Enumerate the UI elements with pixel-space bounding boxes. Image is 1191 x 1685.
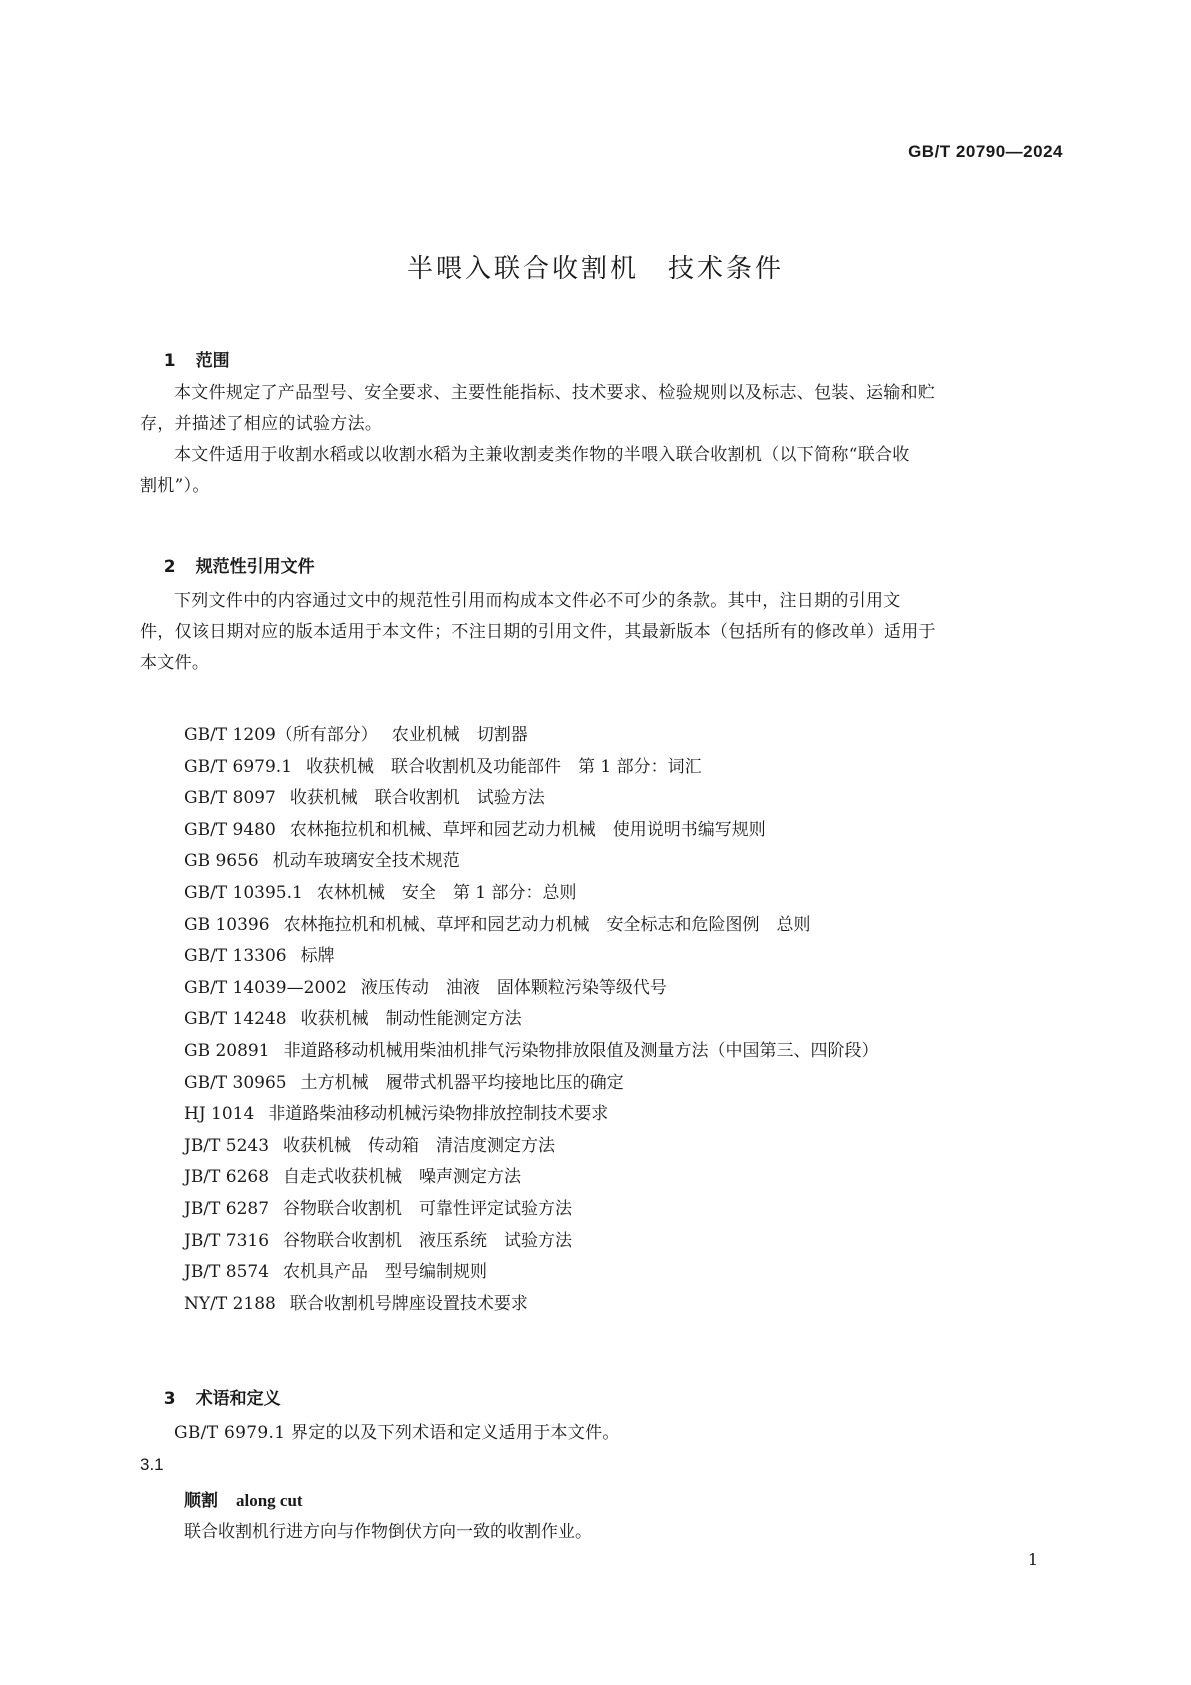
reference-title: 农机具产品 型号编制规则 xyxy=(283,1262,488,1283)
reference-item xyxy=(184,878,879,910)
reference-item xyxy=(184,815,879,847)
reference-title: 非道路移动机械用柴油机排气污染物排放限值及测量方法（中国第三、四阶段） xyxy=(283,1040,879,1061)
standard-number: GB/T 20790—2024 xyxy=(908,142,1063,161)
refs-intro-line1: 下列文件中的内容通过文中的规范性引用而构成本文件必不可少的条款。其中，注日期的引用文 xyxy=(174,591,901,611)
terms-intro: GB/T 6979.1 界定的以及下列术语和定义适用于本文件。 xyxy=(174,1423,620,1443)
reference-item xyxy=(184,846,879,878)
reference-title: 农业机械 切割器 xyxy=(391,725,528,745)
page-number: 1 xyxy=(1027,1550,1038,1569)
reference-item xyxy=(184,1194,879,1226)
reference-title: 液压传动 油液 固体颗粒污染等级代号 xyxy=(360,977,667,998)
reference-item xyxy=(184,1226,879,1258)
reference-code: GB/T 14248 xyxy=(184,1009,287,1030)
reference-title: 标牌 xyxy=(300,946,335,967)
reference-item xyxy=(184,783,879,815)
reference-title: 土方机械 履带式机器平均接地比压的确定 xyxy=(300,1072,624,1093)
section-1-number: 1 xyxy=(163,351,176,371)
reference-code: GB/T 13306 xyxy=(184,946,287,967)
reference-title: 谷物联合收割机 可靠性评定试验方法 xyxy=(283,1198,573,1219)
refs-intro-line2: 件，仅该日期对应的版本适用于本文件；不注日期的引用文件，其最新版本（包括所有的修改单）适用于 xyxy=(140,622,936,642)
reference-title: 收获机械 联合收割机及功能部件 第 1 部分：词汇 xyxy=(306,756,702,777)
reference-item xyxy=(184,1099,879,1131)
reference-code: GB 20891 xyxy=(184,1040,270,1061)
term-entry xyxy=(184,1486,303,1511)
reference-title: 农林拖拉机和机械、草坪和园艺动力机械 使用说明书编写规则 xyxy=(289,819,766,840)
reference-item xyxy=(184,1036,879,1068)
normative-reference-list xyxy=(184,720,879,1320)
reference-code: GB/T 1209（所有部分） xyxy=(184,725,378,745)
reference-item xyxy=(184,1004,879,1036)
reference-item xyxy=(184,1131,879,1163)
document-title: 半喂入联合收割机 技术条件 xyxy=(406,254,784,284)
reference-item xyxy=(184,941,879,973)
scope-p2-line1: 本文件适用于收割水稻或以收割水稻为主兼收割麦类作物的半喂入联合收割机（以下简称“联合收 xyxy=(174,445,910,465)
reference-title: 农林拖拉机和机械、草坪和园艺动力机械 安全标志和危险图例 总则 xyxy=(283,914,811,935)
reference-item xyxy=(184,910,879,942)
section-2-title: 规范性引用文件 xyxy=(195,557,315,577)
refs-intro-line3: 本文件。 xyxy=(140,653,210,673)
reference-item xyxy=(184,1289,879,1321)
reference-item xyxy=(184,973,879,1005)
reference-title: 非道路柴油移动机械污染物排放控制技术要求 xyxy=(268,1104,609,1125)
reference-title: 自走式收获机械 噪声测定方法 xyxy=(283,1167,522,1188)
section-3-title: 术语和定义 xyxy=(195,1389,281,1409)
reference-code: NY/T 2188 xyxy=(184,1293,276,1314)
reference-code: JB/T 8574 xyxy=(184,1262,270,1283)
reference-title: 农林机械 安全 第 1 部分：总则 xyxy=(316,882,577,903)
reference-title: 机动车玻璃安全技术规范 xyxy=(272,851,460,872)
reference-code: JB/T 6287 xyxy=(184,1198,270,1219)
term-english: along cut xyxy=(236,1491,303,1510)
reference-title: 收获机械 联合收割机 试验方法 xyxy=(289,788,545,809)
reference-title: 收获机械 传动箱 清洁度测定方法 xyxy=(283,1135,556,1156)
normative-refs-intro xyxy=(140,586,1048,679)
scope-p1-line2: 存，并描述了相应的试验方法。 xyxy=(140,414,383,434)
reference-code: GB 9656 xyxy=(184,851,259,872)
reference-item xyxy=(184,720,879,752)
reference-code: HJ 1014 xyxy=(184,1104,255,1125)
reference-item xyxy=(184,1257,879,1289)
reference-code: GB/T 10395.1 xyxy=(184,882,303,903)
reference-code: GB/T 14039—2002 xyxy=(184,977,347,998)
section-2-number: 2 xyxy=(163,557,176,577)
term-chinese: 顺割 xyxy=(184,1491,218,1511)
reference-item xyxy=(184,1068,879,1100)
reference-code: JB/T 5243 xyxy=(184,1135,270,1156)
term-definition: 联合收割机行进方向与作物倒伏方向一致的收割作业。 xyxy=(184,1522,592,1542)
reference-title: 收获机械 制动性能测定方法 xyxy=(300,1009,522,1030)
reference-code: GB/T 6979.1 xyxy=(184,756,293,777)
scope-paragraph-1 xyxy=(140,378,1048,440)
reference-code: JB/T 6268 xyxy=(184,1167,270,1188)
reference-title: 联合收割机号牌座设置技术要求 xyxy=(289,1293,528,1314)
reference-code: JB/T 7316 xyxy=(184,1230,270,1251)
reference-code: GB/T 9480 xyxy=(184,819,276,840)
section-1-title: 范围 xyxy=(195,351,230,371)
reference-title: 谷物联合收割机 液压系统 试验方法 xyxy=(283,1230,573,1251)
reference-code: GB/T 30965 xyxy=(184,1072,287,1093)
term-number: 3.1 xyxy=(140,1455,164,1474)
section-3-number: 3 xyxy=(163,1389,176,1409)
reference-code: GB/T 8097 xyxy=(184,788,276,809)
reference-code: GB 10396 xyxy=(184,914,270,935)
scope-p1-line1: 本文件规定了产品型号、安全要求、主要性能指标、技术要求、检验规则以及标志、包装、运输和贮 xyxy=(174,383,936,403)
reference-item xyxy=(184,752,879,784)
reference-item xyxy=(184,1162,879,1194)
scope-p2-line2: 割机”）。 xyxy=(140,476,210,496)
scope-paragraph-2 xyxy=(140,440,1048,502)
